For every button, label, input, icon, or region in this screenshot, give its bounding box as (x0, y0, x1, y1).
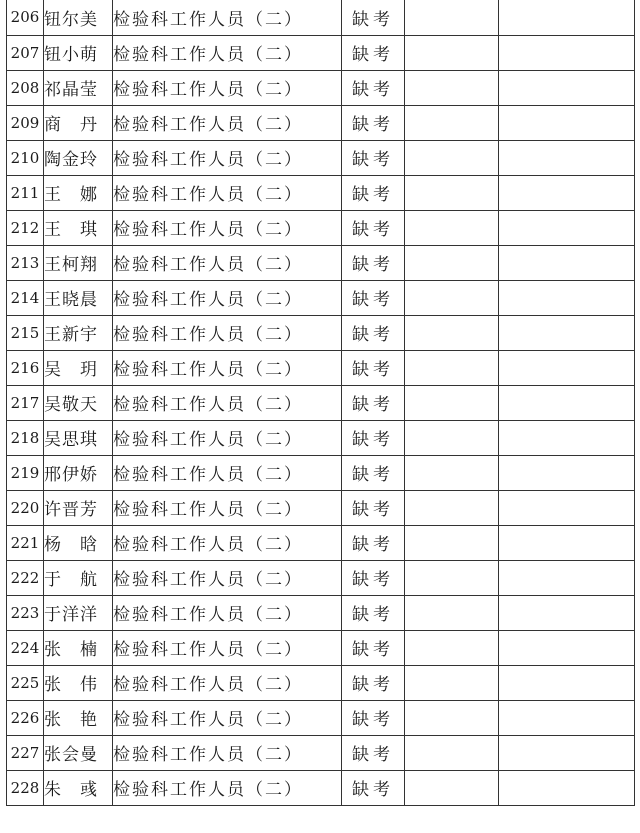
note-cell (499, 420, 635, 455)
score-cell (405, 105, 499, 140)
row-number: 225 (7, 665, 44, 700)
status-cell: 缺考 (342, 140, 405, 175)
note-cell (499, 385, 635, 420)
table-row (7, 140, 635, 175)
table-row (7, 595, 635, 630)
table-row (7, 105, 635, 140)
position-title: 检验科工作人员（二） (113, 105, 342, 140)
row-number: 212 (7, 210, 44, 245)
candidate-name: 钮尔美 (44, 0, 113, 35)
note-cell (499, 70, 635, 105)
score-cell (405, 70, 499, 105)
note-cell (499, 490, 635, 525)
score-cell (405, 455, 499, 490)
status-cell: 缺考 (342, 35, 405, 70)
note-cell (499, 315, 635, 350)
table-row (7, 560, 635, 595)
score-cell (405, 245, 499, 280)
note-cell (499, 0, 635, 35)
note-cell (499, 770, 635, 805)
candidate-name: 张 楠 (44, 630, 113, 665)
position-title: 检验科工作人员（二） (113, 315, 342, 350)
position-title: 检验科工作人员（二） (113, 665, 342, 700)
position-title: 检验科工作人员（二） (113, 455, 342, 490)
candidate-name: 陶金玲 (44, 140, 113, 175)
candidate-name: 张 艳 (44, 700, 113, 735)
position-title: 检验科工作人员（二） (113, 0, 342, 35)
candidate-name: 于洋洋 (44, 595, 113, 630)
score-cell (405, 560, 499, 595)
candidate-name: 王新宇 (44, 315, 113, 350)
row-number: 226 (7, 700, 44, 735)
note-cell (499, 455, 635, 490)
row-number: 224 (7, 630, 44, 665)
candidate-name: 王晓晨 (44, 280, 113, 315)
note-cell (499, 105, 635, 140)
candidate-name: 许晋芳 (44, 490, 113, 525)
score-cell (405, 525, 499, 560)
note-cell (499, 630, 635, 665)
candidate-name: 吴 玥 (44, 350, 113, 385)
position-title: 检验科工作人员（二） (113, 350, 342, 385)
score-cell (405, 175, 499, 210)
candidate-table (6, 0, 635, 806)
position-title: 检验科工作人员（二） (113, 175, 342, 210)
row-number: 214 (7, 280, 44, 315)
table-row (7, 210, 635, 245)
position-title: 检验科工作人员（二） (113, 70, 342, 105)
score-cell (405, 280, 499, 315)
note-cell (499, 280, 635, 315)
status-cell: 缺考 (342, 245, 405, 280)
table-row (7, 630, 635, 665)
table-row (7, 350, 635, 385)
table-row (7, 0, 635, 35)
status-cell: 缺考 (342, 385, 405, 420)
candidate-name: 朱 彧 (44, 770, 113, 805)
status-cell: 缺考 (342, 420, 405, 455)
candidate-name: 杨 晗 (44, 525, 113, 560)
position-title: 检验科工作人员（二） (113, 735, 342, 770)
candidate-name: 钮小萌 (44, 35, 113, 70)
score-cell (405, 0, 499, 35)
row-number: 206 (7, 0, 44, 35)
score-cell (405, 700, 499, 735)
note-cell (499, 210, 635, 245)
score-cell (405, 630, 499, 665)
note-cell (499, 35, 635, 70)
row-number: 207 (7, 35, 44, 70)
table-row (7, 455, 635, 490)
table-row (7, 385, 635, 420)
position-title: 检验科工作人员（二） (113, 385, 342, 420)
position-title: 检验科工作人员（二） (113, 630, 342, 665)
score-cell (405, 665, 499, 700)
score-cell (405, 490, 499, 525)
score-cell (405, 350, 499, 385)
row-number: 221 (7, 525, 44, 560)
row-number: 213 (7, 245, 44, 280)
status-cell: 缺考 (342, 700, 405, 735)
position-title: 检验科工作人员（二） (113, 420, 342, 455)
status-cell: 缺考 (342, 105, 405, 140)
status-cell: 缺考 (342, 315, 405, 350)
note-cell (499, 245, 635, 280)
position-title: 检验科工作人员（二） (113, 560, 342, 595)
score-cell (405, 315, 499, 350)
candidate-name: 王 琪 (44, 210, 113, 245)
note-cell (499, 525, 635, 560)
status-cell: 缺考 (342, 630, 405, 665)
position-title: 检验科工作人员（二） (113, 140, 342, 175)
position-title: 检验科工作人员（二） (113, 770, 342, 805)
position-title: 检验科工作人员（二） (113, 245, 342, 280)
candidate-name: 张会曼 (44, 735, 113, 770)
candidate-name: 吴思琪 (44, 420, 113, 455)
candidate-name: 张 伟 (44, 665, 113, 700)
row-number: 223 (7, 595, 44, 630)
note-cell (499, 175, 635, 210)
row-number: 227 (7, 735, 44, 770)
candidate-name: 吴敬天 (44, 385, 113, 420)
position-title: 检验科工作人员（二） (113, 35, 342, 70)
table-row (7, 315, 635, 350)
row-number: 219 (7, 455, 44, 490)
row-number: 211 (7, 175, 44, 210)
score-cell (405, 770, 499, 805)
row-number: 210 (7, 140, 44, 175)
note-cell (499, 700, 635, 735)
score-cell (405, 735, 499, 770)
row-number: 208 (7, 70, 44, 105)
table-row (7, 490, 635, 525)
position-title: 检验科工作人员（二） (113, 525, 342, 560)
status-cell: 缺考 (342, 595, 405, 630)
candidate-name: 王 娜 (44, 175, 113, 210)
candidate-name: 邢伊娇 (44, 455, 113, 490)
note-cell (499, 350, 635, 385)
status-cell: 缺考 (342, 455, 405, 490)
table-row (7, 770, 635, 805)
candidate-name: 王柯翔 (44, 245, 113, 280)
score-cell (405, 385, 499, 420)
status-cell: 缺考 (342, 770, 405, 805)
row-number: 218 (7, 420, 44, 455)
row-number: 217 (7, 385, 44, 420)
status-cell: 缺考 (342, 350, 405, 385)
score-cell (405, 420, 499, 455)
table-row (7, 175, 635, 210)
status-cell: 缺考 (342, 175, 405, 210)
status-cell: 缺考 (342, 210, 405, 245)
status-cell: 缺考 (342, 280, 405, 315)
status-cell: 缺考 (342, 525, 405, 560)
row-number: 220 (7, 490, 44, 525)
status-cell: 缺考 (342, 0, 405, 35)
status-cell: 缺考 (342, 665, 405, 700)
score-cell (405, 35, 499, 70)
row-number: 222 (7, 560, 44, 595)
note-cell (499, 735, 635, 770)
status-cell: 缺考 (342, 490, 405, 525)
score-cell (405, 210, 499, 245)
position-title: 检验科工作人员（二） (113, 210, 342, 245)
note-cell (499, 560, 635, 595)
table-row (7, 280, 635, 315)
candidate-name: 祁晶莹 (44, 70, 113, 105)
position-title: 检验科工作人员（二） (113, 595, 342, 630)
note-cell (499, 140, 635, 175)
table-row (7, 700, 635, 735)
status-cell: 缺考 (342, 560, 405, 595)
table-row (7, 735, 635, 770)
position-title: 检验科工作人员（二） (113, 490, 342, 525)
score-cell (405, 140, 499, 175)
position-title: 检验科工作人员（二） (113, 280, 342, 315)
note-cell (499, 665, 635, 700)
table-row (7, 70, 635, 105)
row-number: 215 (7, 315, 44, 350)
status-cell: 缺考 (342, 70, 405, 105)
candidate-name: 商 丹 (44, 105, 113, 140)
table-row (7, 35, 635, 70)
status-cell: 缺考 (342, 735, 405, 770)
table-row (7, 245, 635, 280)
row-number: 209 (7, 105, 44, 140)
candidate-name: 于 航 (44, 560, 113, 595)
note-cell (499, 595, 635, 630)
table-row (7, 420, 635, 455)
score-cell (405, 595, 499, 630)
table-body (7, 0, 635, 805)
table-row (7, 665, 635, 700)
row-number: 228 (7, 770, 44, 805)
table-row (7, 525, 635, 560)
row-number: 216 (7, 350, 44, 385)
position-title: 检验科工作人员（二） (113, 700, 342, 735)
